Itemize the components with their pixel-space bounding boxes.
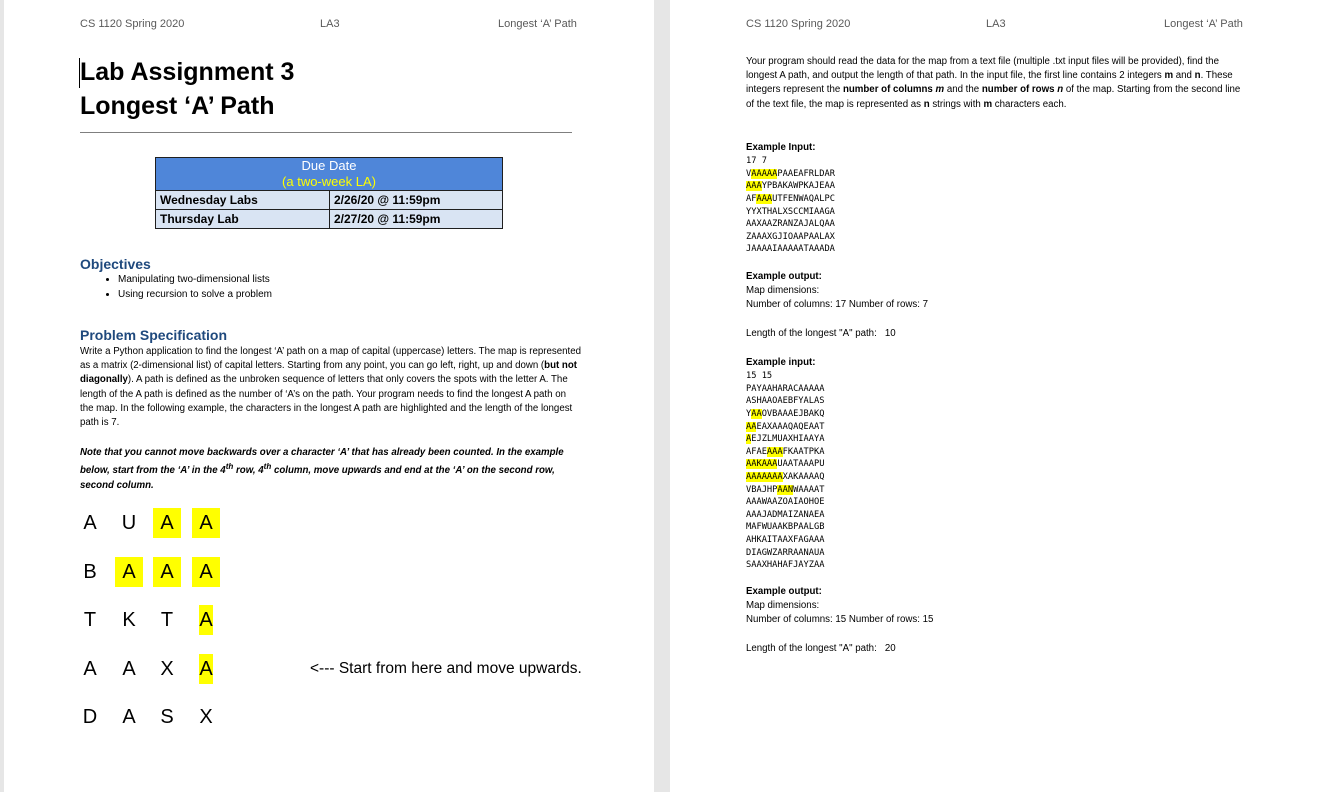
grid-cell: X <box>160 657 174 680</box>
grid-cell: A <box>83 512 97 534</box>
highlighted-path: AAKAAA <box>746 459 778 470</box>
lab-cell: Wednesday Labs <box>156 191 330 210</box>
map-text: ZAAAXGJIOAAPAALAX <box>746 231 835 242</box>
header-lab: LA3 <box>986 18 1006 30</box>
text-run: Write a Python application to find the longest ‘A’ path on a map of capital (uppercase) letters. The map is represented as a matrix (2-dimensional list) of capital letters. Starting from any point, you can go left, right, up and down ( <box>80 346 581 372</box>
grid-cell: S <box>160 706 174 728</box>
table-row <box>156 191 503 210</box>
example-2-out-line-2: Number of columns: 15 Number of rows: 15 <box>746 614 934 626</box>
grid-cell-highlighted: A <box>192 508 220 538</box>
example-1-output <box>746 270 1248 341</box>
title-divider <box>80 132 572 133</box>
highlighted-path: AAA <box>766 446 783 457</box>
superscript: th <box>263 462 272 472</box>
superscript: th <box>225 462 234 472</box>
grid-cell-highlighted: A <box>153 557 181 587</box>
objectives-list <box>80 272 272 302</box>
map-line <box>746 559 1248 572</box>
grid-cell: X <box>199 706 213 728</box>
map-text: JAAAAIAAAAATAAADA <box>746 244 835 255</box>
objectives-heading: Objectives <box>80 256 151 272</box>
map-text: PAAEAFRLDAR <box>777 168 835 179</box>
header-course: CS 1120 Spring 2020 <box>746 18 851 30</box>
map-line <box>746 168 1248 181</box>
text-run-bold: number of columns <box>842 84 936 96</box>
map-text: UTFENWAQALPC <box>772 193 835 204</box>
map-line <box>746 446 1248 459</box>
text-run: . These integers represent the <box>746 70 1233 96</box>
due-date-title: Due Date <box>301 158 357 173</box>
map-text: WAAAAT <box>793 484 825 495</box>
date-cell: 2/26/20 @ 11:59pm <box>330 191 503 210</box>
list-item: • Using recursion to solve a problem <box>118 287 272 302</box>
map-line <box>746 231 1248 244</box>
text-run-bold: n <box>923 98 930 110</box>
example-1-map <box>746 168 1248 256</box>
map-text: DIAGWZARRAANAUA <box>746 547 825 558</box>
problem-paragraph <box>80 345 582 430</box>
example-1-dims: 17 7 <box>746 156 767 167</box>
text-run: column, move upwards and end at the ‘A’ on the second row, second column. <box>80 465 555 491</box>
map-text: AHKAITAAXFAGAAA <box>746 534 825 545</box>
text-run-bold: but not diagonally <box>80 360 577 386</box>
map-text: ASHAAOAEBFYALAS <box>746 396 825 407</box>
map-line <box>746 484 1248 497</box>
text-run-bold: m <box>935 84 945 96</box>
map-text: V <box>746 168 752 179</box>
header-course: CS 1120 Spring 2020 <box>80 18 185 30</box>
map-text: AF <box>746 193 757 204</box>
text-run: row, 4 <box>233 465 264 477</box>
grid-cell: A <box>122 657 136 680</box>
highlighted-path: AAA <box>756 193 773 204</box>
header-topic: Longest ‘A’ Path <box>498 18 577 30</box>
map-text: PAYAAHARACAAAAA <box>746 383 825 394</box>
text-run: and the <box>944 84 982 96</box>
example-2-dims: 15 15 <box>746 371 773 382</box>
list-item: • Manipulating two-dimensional lists <box>118 272 272 287</box>
text-run-bold: m <box>1164 70 1174 82</box>
example-1-out-line-1: Map dimensions: <box>746 285 820 297</box>
grid-cell: B <box>83 560 97 583</box>
header-lab: LA3 <box>320 18 340 30</box>
map-line <box>746 458 1248 471</box>
example-2-output <box>746 585 1248 656</box>
start-arrow-note: <--- Start from here and move upwards. <box>310 659 582 677</box>
map-line <box>746 496 1248 509</box>
grid-cell-highlighted: A <box>192 557 220 587</box>
map-line <box>746 547 1248 560</box>
map-text: XAKAAAAQ <box>782 471 825 482</box>
grid-cell-highlighted: A <box>115 557 143 587</box>
header-topic: Longest ‘A’ Path <box>1164 18 1243 30</box>
grid-cell: T <box>160 609 174 631</box>
text-run: and <box>1173 70 1195 82</box>
map-text: AAXAAZRANZAJALQAA <box>746 219 835 230</box>
lab-cell: Thursday Lab <box>156 210 330 229</box>
title-line-2: Longest ‘A’ Path <box>80 92 275 120</box>
map-line <box>746 408 1248 421</box>
text-run-bold: n <box>1057 84 1064 96</box>
note-paragraph <box>80 446 582 493</box>
due-date-table <box>155 157 503 229</box>
example-1-input-label: Example Input: <box>746 142 816 153</box>
due-date-heading <box>156 158 503 191</box>
text-run: characters each. <box>992 98 1067 110</box>
table-row <box>156 210 503 229</box>
map-text: MAFWUAAKBPAALGB <box>746 522 825 533</box>
example-1-length: Length of the longest "A" path: 10 <box>746 327 896 339</box>
grid-cell: U <box>121 512 137 534</box>
document-page-1 <box>4 0 654 792</box>
date-cell: 2/27/20 @ 11:59pm <box>330 210 503 229</box>
map-text: EJZLMUAXHIAAYA <box>751 434 825 445</box>
text-run: ). A path is defined as the unbroken sequence of letters that only covers the spots with the letter A. The length of the A path is defined as the number of ‘A’s on the path. Your program needs to find the longest A path on the map. In the following example, the characters in the longest A path are highlighted and the length of the longest path is 7. <box>80 374 573 429</box>
map-text: SAAXHAHAFJAYZAA <box>746 560 825 571</box>
title-line-1: Lab Assignment 3 <box>80 58 295 86</box>
grid-cell: K <box>122 609 136 631</box>
map-line <box>746 218 1248 231</box>
text-run-bold: number of rows <box>981 84 1058 96</box>
text-run-bold: m <box>983 98 993 110</box>
map-line <box>746 471 1248 484</box>
highlighted-path: AAA <box>746 181 762 192</box>
map-line <box>746 521 1248 534</box>
text-run: strings with <box>929 98 984 110</box>
highlighted-path: AAAAAAA <box>746 471 783 482</box>
grid-cell: T <box>83 609 97 631</box>
map-text: AAAJADMAIZANAEA <box>746 509 825 520</box>
map-line <box>746 509 1248 522</box>
highlighted-path: AAAAA <box>751 168 778 179</box>
example-2-output-label: Example output: <box>746 586 822 597</box>
map-line <box>746 193 1248 206</box>
due-date-subtitle: (a two-week LA) <box>282 174 376 189</box>
example-2-map <box>746 383 1248 572</box>
map-line <box>746 180 1248 193</box>
map-line <box>746 433 1248 446</box>
grid-cell: A <box>122 706 136 728</box>
map-text: YYXTHALXSCCMIAAGA <box>746 206 835 217</box>
grid-cell-highlighted: A <box>199 654 213 684</box>
text-run: of the map. Starting from the second line of the text file, the map is represented as <box>746 84 1241 110</box>
map-text: VBAJHP <box>746 484 778 495</box>
map-text: EAXAAAQAQEAAT <box>756 421 825 432</box>
example-2-input-label: Example input: <box>746 357 816 368</box>
grid-cell-highlighted: A <box>153 508 181 538</box>
map-text: AFAE <box>746 446 767 457</box>
text-run: Your program should read the data for the map from a text file (multiple .txt input files will be provided), find the longest A path, and output the length of that path. In the input file, the first line contains 2 integers <box>746 56 1219 82</box>
highlighted-path: AA <box>751 408 762 419</box>
text-run: Note that you cannot move backwards over a character ‘A’ that has already been counted. In the example below, start from the ‘A’ in the 4 <box>80 447 564 477</box>
highlighted-path: A <box>746 434 752 445</box>
map-line <box>746 421 1248 434</box>
problem-heading: Problem Specification <box>80 327 228 343</box>
document-page-2 <box>670 0 1321 792</box>
text-run-bold: n <box>1194 70 1201 82</box>
example-2-length: Length of the longest "A" path: 20 <box>746 642 896 654</box>
example-2-block <box>746 356 1248 572</box>
map-text: AAAWAAZOAIAOHOE <box>746 497 825 508</box>
input-description-paragraph <box>746 55 1248 112</box>
map-text: OVBAAAEJBAKQ <box>761 408 825 419</box>
highlighted-path: AA <box>746 421 757 432</box>
map-text: Y <box>746 408 752 419</box>
grid-cell: D <box>82 706 98 728</box>
example-2-out-line-1: Map dimensions: <box>746 600 820 612</box>
map-line <box>746 534 1248 547</box>
map-line <box>746 383 1248 396</box>
grid-cell-highlighted: A <box>199 605 213 635</box>
map-line <box>746 243 1248 256</box>
example-1-out-line-2: Number of columns: 17 Number of rows: 7 <box>746 299 928 311</box>
map-line <box>746 395 1248 408</box>
highlighted-path: AAN <box>777 484 794 495</box>
map-text: UAATAAAPU <box>777 459 825 470</box>
example-1-block <box>746 141 1248 256</box>
example-1-output-label: Example output: <box>746 271 822 282</box>
map-text: YPBAKAWPKAJEAA <box>761 181 835 192</box>
map-text: FKAATPKA <box>782 446 825 457</box>
map-line <box>746 206 1248 219</box>
grid-cell: A <box>83 657 97 680</box>
